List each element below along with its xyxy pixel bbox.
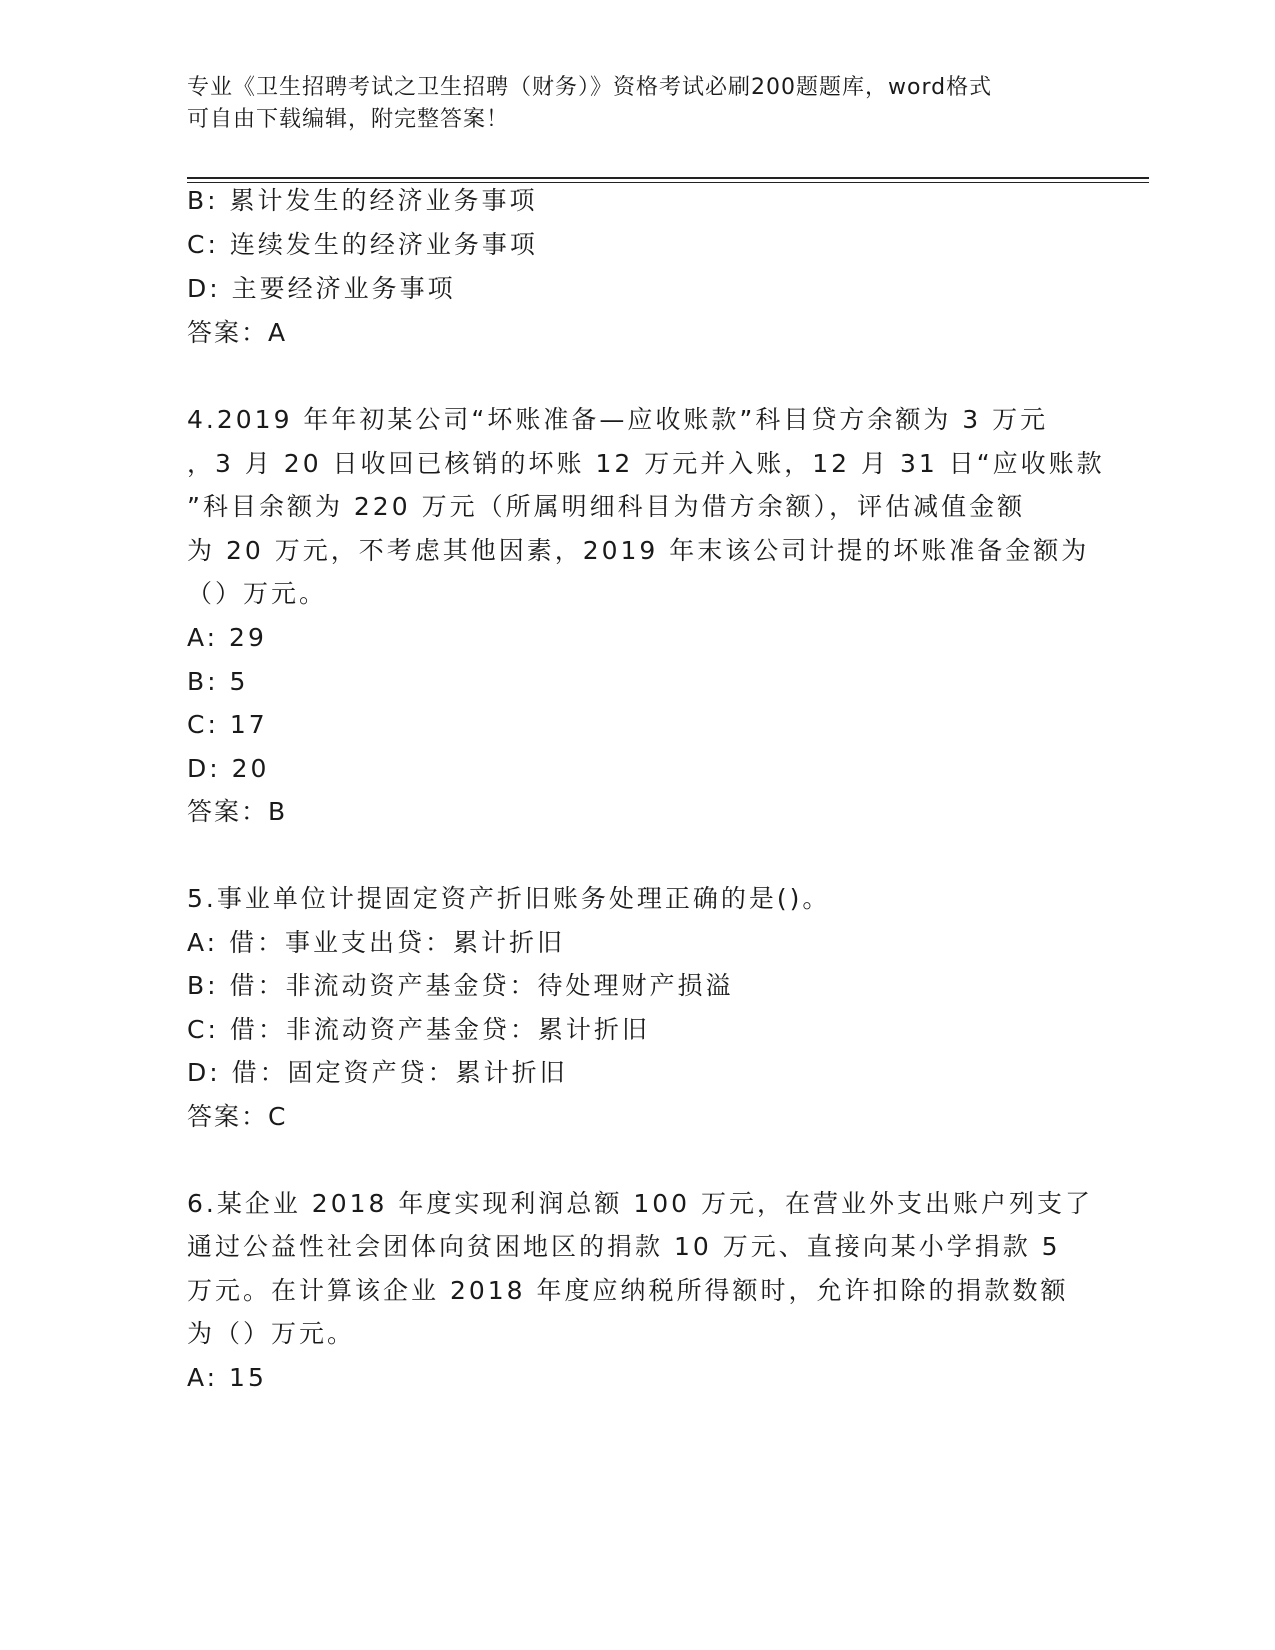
- q4-text-line-5: （）万元。: [187, 579, 328, 608]
- q5-text-line-1: 5.事业单位计提固定资产折旧账务处理正确的是()。: [187, 884, 831, 913]
- q5-answer: 答案：C: [187, 1102, 288, 1131]
- q5-option-a: A: 借：事业支出贷：累计折旧: [187, 928, 566, 957]
- q6-text-line-1: 6.某企业 2018 年度实现利润总额 100 万元，在营业外支出账户列支了: [187, 1189, 1093, 1218]
- q4-option-a: A: 29: [187, 623, 267, 652]
- q4-option-d: D: 20: [187, 754, 270, 783]
- document-header: [187, 72, 1067, 136]
- q4-answer: 答案：B: [187, 797, 288, 826]
- q3-answer: 答案：A: [187, 318, 288, 347]
- header-divider-thin: [187, 182, 1149, 183]
- header-divider-thick: [187, 177, 1149, 179]
- q3-option-d: D: 主要经济业务事项: [187, 274, 456, 303]
- q4-option-b: B: 5: [187, 667, 249, 696]
- q4-text-line-3: ”科目余额为 220 万元（所属明细科目为借方余额），评估减值金额: [187, 492, 1026, 521]
- q6-text-line-3: 万元。在计算该企业 2018 年度应纳税所得额时，允许扣除的捐款数额: [187, 1276, 1069, 1305]
- q6-text-line-2: 通过公益性社会团体向贫困地区的捐款 10 万元、直接向某小学捐款 5: [187, 1232, 1061, 1261]
- q4-text-line-4: 为 20 万元，不考虑其他因素，2019 年末该公司计提的坏账准备金额为: [187, 536, 1090, 565]
- q3-option-b: B: 累计发生的经济业务事项: [187, 186, 538, 215]
- q4-option-c: C: 17: [187, 710, 268, 739]
- q5-option-b: B: 借：非流动资产基金贷：待处理财产损溢: [187, 971, 734, 1000]
- q5-option-c: C: 借：非流动资产基金贷：累计折旧: [187, 1015, 650, 1044]
- q5-option-d: D: 借：固定资产贷：累计折旧: [187, 1058, 568, 1087]
- q4-text-line-2: ，3 月 20 日收回已核销的坏账 12 万元并入账，12 月 31 日“应收账款: [187, 449, 1105, 478]
- q3-option-c: C: 连续发生的经济业务事项: [187, 230, 538, 259]
- header-title-line-2: 可自由下载编辑，附完整答案！: [187, 107, 510, 132]
- q4-text-line-1: 4.2019 年年初某公司“坏账准备—应收账款”科目贷方余额为 3 万元: [187, 405, 1049, 434]
- q6-text-line-4: 为（）万元。: [187, 1319, 356, 1348]
- q6-option-a: A: 15: [187, 1363, 267, 1392]
- header-title-line-1: 专业《卫生招聘考试之卫生招聘（财务）》资格考试必刷200题题库，word格式: [187, 75, 993, 100]
